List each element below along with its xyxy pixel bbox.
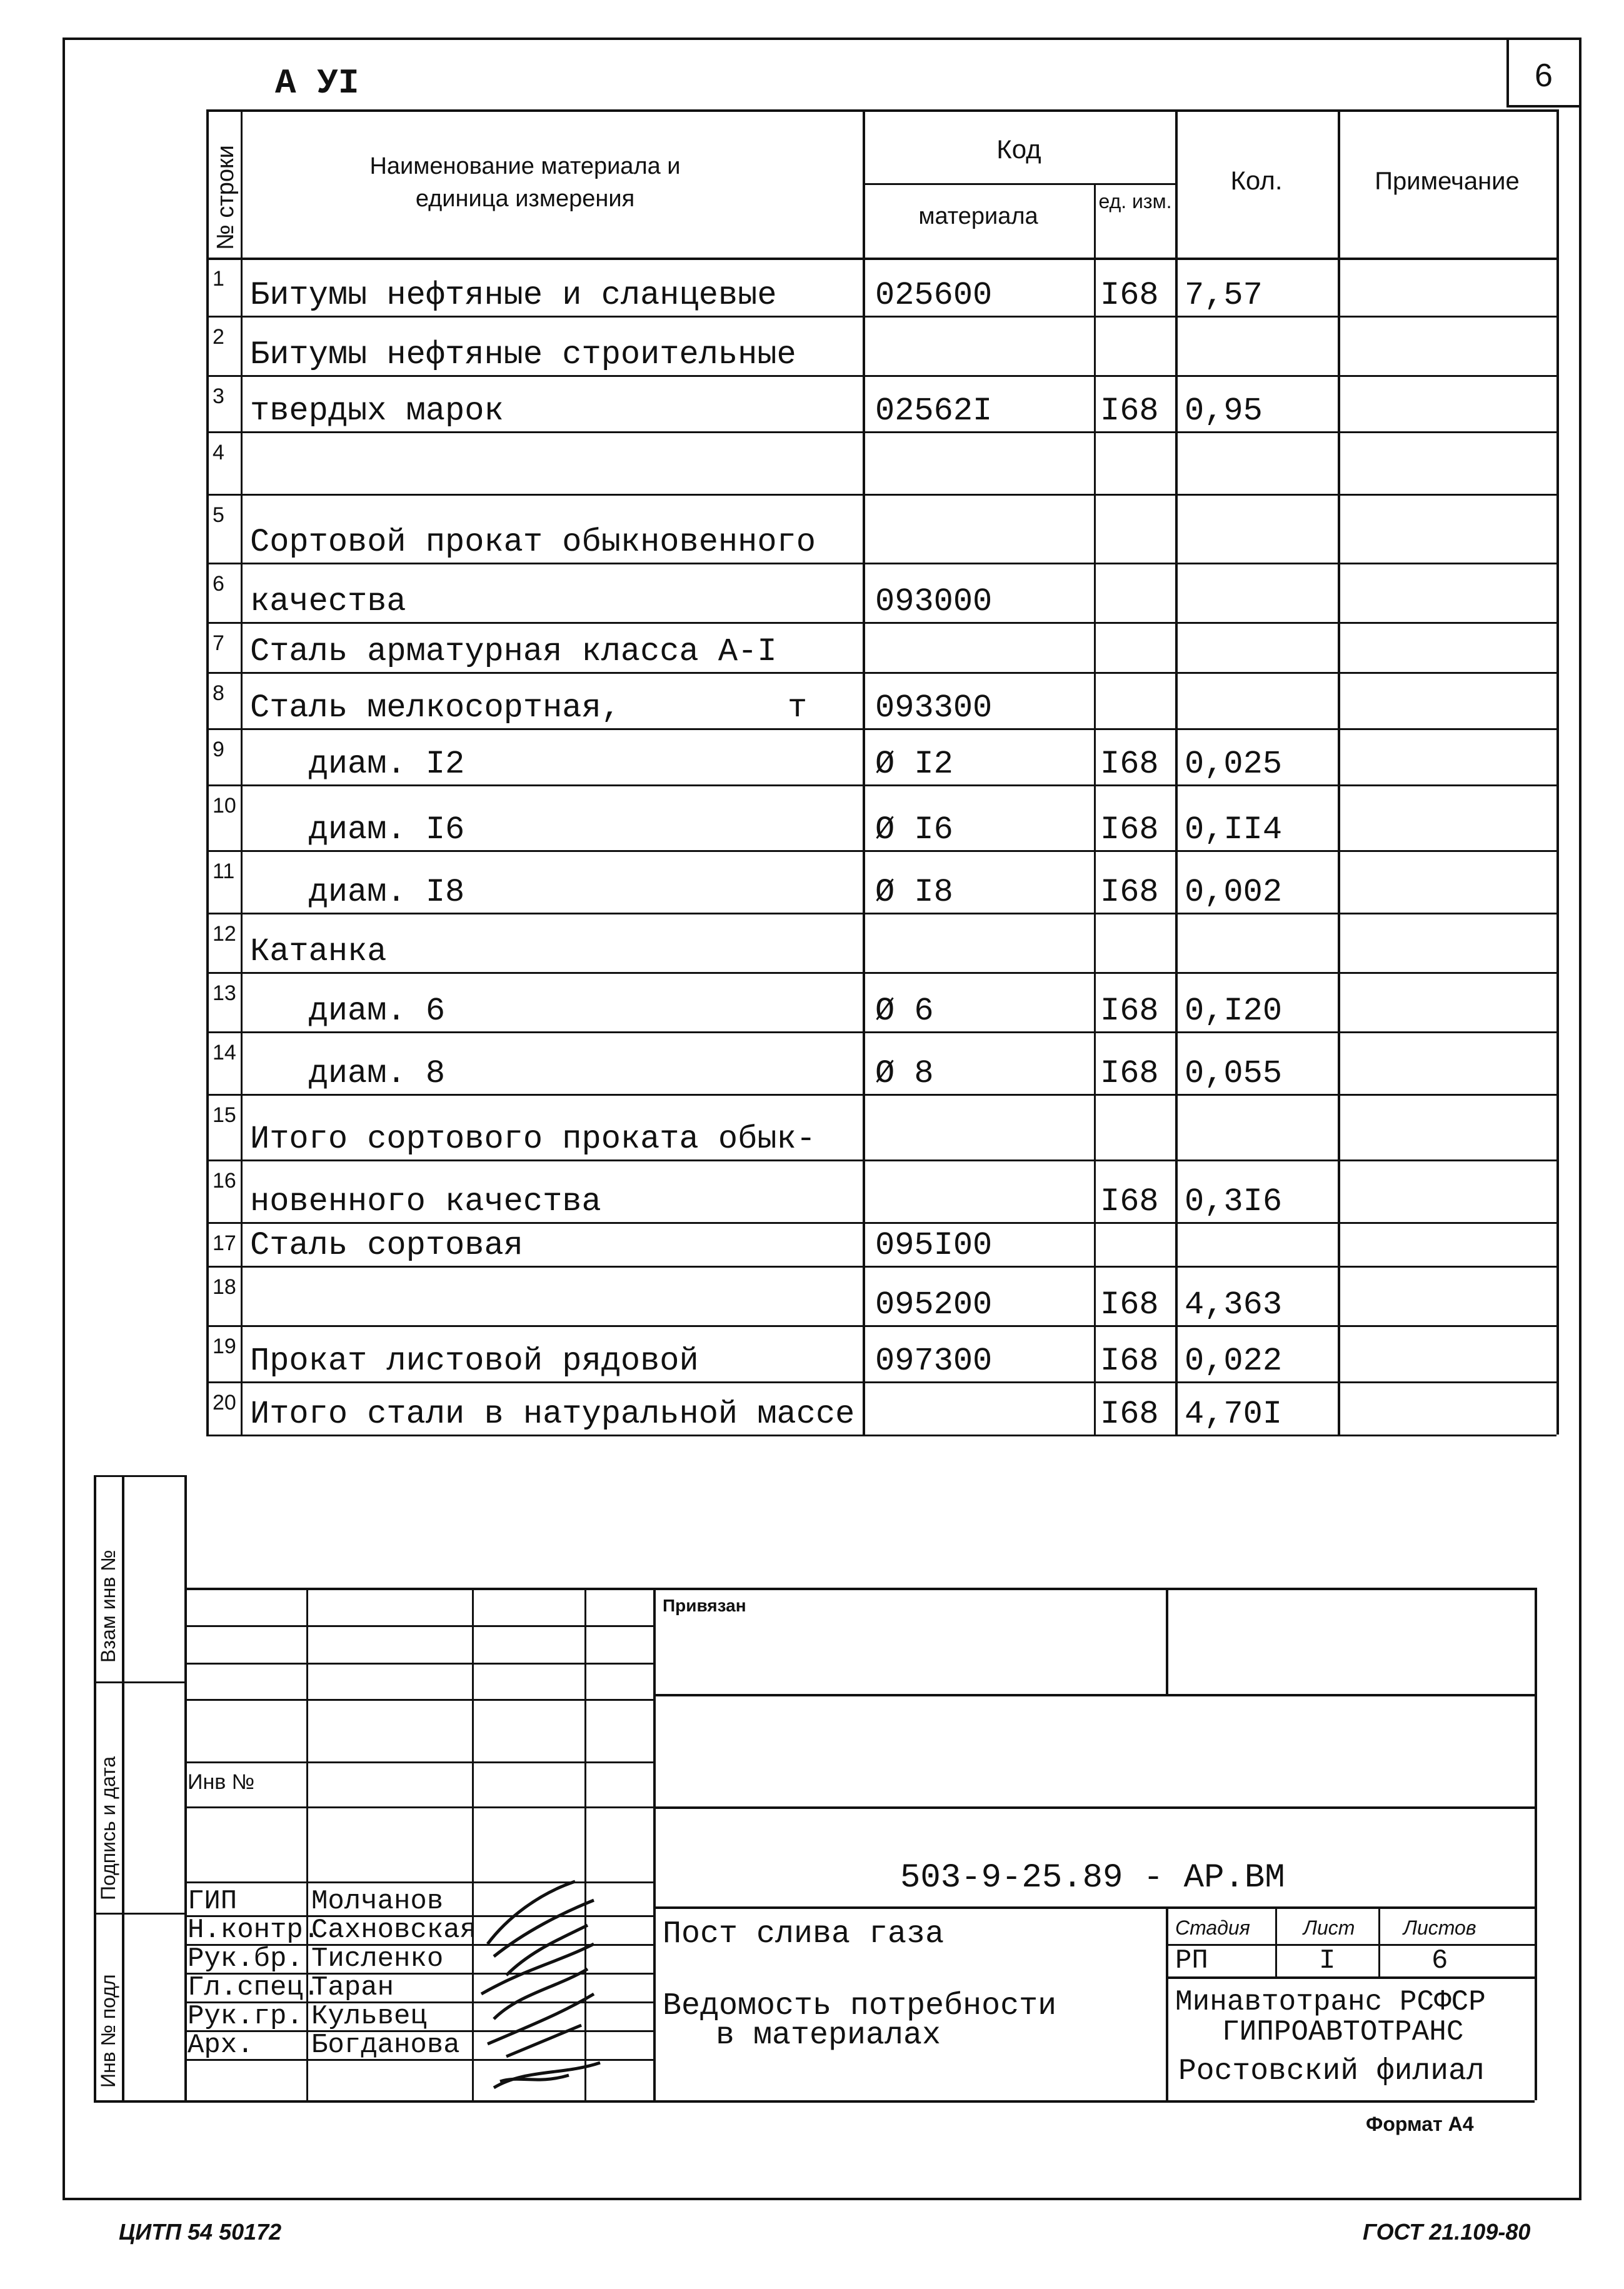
- side-div-2: [94, 1681, 184, 1683]
- row-number: 8: [213, 681, 224, 705]
- table-left-border: [206, 109, 209, 1435]
- row-number: 1: [213, 267, 224, 291]
- row-unit-code: I68: [1100, 874, 1159, 911]
- row-material-name: Сталь сортовая: [250, 1227, 523, 1264]
- sheet-value: I: [1319, 1945, 1336, 1976]
- sheet-label: Лист: [1303, 1916, 1355, 1939]
- table-top-border: [206, 109, 1556, 112]
- row-quantity: 0,II4: [1185, 811, 1283, 848]
- staff-role: Рук.бр.: [188, 1943, 303, 1975]
- row-separator: [206, 316, 1556, 318]
- staff-role: Арх.: [188, 2030, 254, 2061]
- row-material-name: Сортовой прокат обыкновенного: [250, 524, 816, 561]
- row-material-code: 097300: [875, 1343, 993, 1380]
- row-unit-code: I68: [1100, 1183, 1159, 1220]
- tb-bottom: [94, 2100, 1535, 2103]
- staff-role: Н.контр.: [188, 1915, 320, 1946]
- header-name: Наименование материала и единица измерения: [369, 153, 681, 212]
- mat-col-line: [863, 109, 865, 1435]
- row-number: 2: [213, 325, 224, 349]
- row-unit-code: I68: [1100, 811, 1159, 848]
- header-row-no: № строки: [213, 145, 239, 250]
- page-number-underline: [1506, 105, 1581, 108]
- tb-col-4: [653, 1588, 656, 2100]
- row-material-code: Ø 6: [875, 993, 934, 1029]
- row-number: 16: [213, 1169, 236, 1193]
- row-separator: [206, 1266, 1556, 1268]
- row-material-name: твердых марок: [250, 393, 504, 429]
- header-bottom-border: [206, 258, 1556, 260]
- row-quantity: 0,95: [1185, 393, 1263, 429]
- row-material-name: Прокат листовой рядовой: [250, 1343, 699, 1380]
- header-code-material: материала: [918, 203, 1038, 229]
- row-separator: [206, 850, 1556, 852]
- staff-role: Рук.гр.: [188, 2001, 303, 2032]
- qty-col-line: [1175, 109, 1178, 1435]
- row-number: 14: [213, 1041, 236, 1064]
- privyazan-label: Привязан: [663, 1596, 746, 1615]
- row-unit-code: I68: [1100, 746, 1159, 783]
- stage-label: Стадия: [1175, 1916, 1250, 1939]
- doc-code: 503-9-25.89 - АР.ВМ: [900, 1859, 1285, 1897]
- row-material-name: Итого сортового проката обык-: [250, 1121, 816, 1158]
- row-unit-code: I68: [1100, 1396, 1159, 1433]
- table-right-border: [1556, 109, 1559, 1435]
- row-quantity: 0,002: [1185, 874, 1283, 911]
- org-line-1: Минавтотранс РСФСР: [1175, 1986, 1486, 2018]
- row-material-name: диам. I2: [250, 746, 465, 783]
- row-separator: [206, 672, 1556, 674]
- row-number: 9: [213, 738, 224, 761]
- header-code-unit: ед. изм.: [1098, 190, 1172, 213]
- header-qty: Кол.: [1230, 166, 1283, 195]
- row-material-code: 025600: [875, 277, 993, 314]
- object-name: Пост слива газа: [663, 1916, 945, 1952]
- row-material-name: новенного качества: [250, 1183, 601, 1220]
- row-material-name: Сталь мелкосортная,: [250, 689, 621, 726]
- row-material-code: Ø I6: [875, 811, 953, 848]
- row-number: 3: [213, 384, 224, 408]
- row-material-name: Катанка: [250, 933, 387, 970]
- tb-row-e: [184, 1761, 653, 1763]
- row-number: 4: [213, 441, 224, 464]
- row-material-code: Ø I2: [875, 746, 953, 783]
- row-material-name: Итого стали в натуральной массе: [250, 1396, 855, 1433]
- row-material-name: диам. I6: [250, 811, 465, 848]
- side-div-3: [94, 1913, 184, 1915]
- row-separator: [206, 1435, 1556, 1436]
- row-separator: [206, 563, 1556, 564]
- inv-no-label: Инв №: [188, 1770, 255, 1794]
- staff-name: Сахновская: [311, 1915, 477, 1946]
- row-unit-code: I68: [1100, 1343, 1159, 1380]
- row-quantity: 0,3I6: [1185, 1183, 1283, 1220]
- row-quantity: 7,57: [1185, 277, 1263, 314]
- row-number: 11: [213, 859, 235, 883]
- row-unit-code: I68: [1100, 1055, 1159, 1092]
- row-separator: [206, 622, 1556, 624]
- row-unit-note: т: [788, 689, 808, 726]
- sheets-label: Листов: [1403, 1916, 1476, 1939]
- row-number: 6: [213, 572, 224, 596]
- footer-left: ЦИТП 54 50172: [119, 2219, 282, 2245]
- staff-name: Богданова: [311, 2030, 460, 2061]
- row-material-code: Ø I8: [875, 874, 953, 911]
- row-number: 20: [213, 1391, 236, 1415]
- staff-role: Гл.спец.: [188, 1972, 320, 2003]
- tb-row-c: [653, 1694, 1535, 1696]
- row-number: 15: [213, 1103, 236, 1127]
- signatures: [469, 1869, 613, 2100]
- side-strip-outer: [94, 1475, 96, 2100]
- row-material-name: качества: [250, 583, 406, 620]
- stage-value: РП: [1175, 1945, 1208, 1976]
- row-unit-code: I68: [1100, 277, 1159, 314]
- org-line-2: ГИПРОАВТОТРАНС: [1222, 2016, 1464, 2048]
- label-vzam-inv: Взам инв №: [97, 1550, 119, 1663]
- row-number: 10: [213, 794, 236, 818]
- label-inv-podl: Инв № подл: [97, 1974, 119, 2088]
- tb-right-border: [1535, 1588, 1537, 2100]
- row-separator: [206, 972, 1556, 974]
- row-unit-code: I68: [1100, 993, 1159, 1029]
- row-separator: [206, 784, 1556, 786]
- row-material-name: Битумы нефтяные строительные: [250, 336, 796, 373]
- staff-name: Молчанов: [311, 1886, 444, 1917]
- footer-right: ГОСТ 21.109-80: [1363, 2219, 1531, 2245]
- row-material-name: Сталь арматурная класса А-I: [250, 633, 777, 670]
- row-material-name: диам. 8: [250, 1055, 446, 1092]
- staff-name: Тисленко: [311, 1943, 444, 1975]
- row-unit-code: I68: [1100, 1286, 1159, 1323]
- tb-row-g: [184, 1806, 653, 1808]
- rownum-col-line: [241, 109, 243, 1435]
- row-quantity: 4,70I: [1185, 1396, 1283, 1433]
- row-quantity: 0,I20: [1185, 993, 1283, 1029]
- row-material-name: Битумы нефтяные и сланцевые: [250, 277, 777, 314]
- tb-top: [184, 1588, 1535, 1590]
- row-separator: [206, 1160, 1556, 1161]
- row-material-name: диам. 6: [250, 993, 446, 1029]
- sheet-code: А УI: [275, 63, 359, 103]
- row-material-code: 02562I: [875, 393, 993, 429]
- row-separator: [206, 494, 1556, 496]
- code-sub-line: [863, 183, 1175, 185]
- row-quantity: 4,363: [1185, 1286, 1283, 1323]
- staff-name: Таран: [311, 1972, 394, 2003]
- row-separator: [206, 1325, 1556, 1327]
- header-code: Код: [996, 134, 1041, 164]
- tb-col-1: [306, 1588, 308, 2100]
- row-number: 17: [213, 1231, 236, 1255]
- label-podpis-data: Подпись и дата: [97, 1756, 119, 1900]
- row-material-code: 093300: [875, 689, 993, 726]
- side-div-1: [94, 1475, 184, 1477]
- row-material-code: 095I00: [875, 1227, 993, 1264]
- row-separator: [206, 431, 1556, 433]
- row-material-code: 093000: [875, 583, 993, 620]
- stage-col-2: [1275, 1906, 1277, 1976]
- row-number: 5: [213, 503, 224, 527]
- row-separator: [206, 913, 1556, 914]
- page-number-divider: [1506, 38, 1509, 106]
- format-label: Формат А4: [1366, 2113, 1474, 2135]
- tb-col-5: [1166, 1588, 1168, 1694]
- stage-col-3: [1378, 1906, 1380, 1976]
- sheets-value: 6: [1431, 1945, 1448, 1976]
- tb-row-h: [653, 1906, 1535, 1909]
- row-separator: [206, 1381, 1556, 1383]
- row-number: 13: [213, 981, 236, 1005]
- unit-col-line: [1094, 183, 1096, 1435]
- row-separator: [206, 375, 1556, 377]
- doc-title-2: в материалах: [716, 2018, 941, 2053]
- row-material-code: Ø 8: [875, 1055, 934, 1092]
- row-number: 7: [213, 631, 224, 655]
- row-number: 19: [213, 1335, 236, 1358]
- row-number: 12: [213, 922, 236, 946]
- row-quantity: 0,022: [1185, 1343, 1283, 1380]
- header-note: Примечание: [1375, 168, 1520, 195]
- note-col-line: [1338, 109, 1340, 1435]
- tb-row-a: [184, 1625, 653, 1627]
- side-strip-line: [122, 1475, 124, 2100]
- stage-col-left: [1166, 1906, 1168, 2100]
- row-quantity: 0,055: [1185, 1055, 1283, 1092]
- row-quantity: 0,025: [1185, 746, 1283, 783]
- org-line-3: Ростовский филиал: [1178, 2055, 1485, 2088]
- row-separator: [206, 1222, 1556, 1224]
- stage-bottom-line: [1166, 1976, 1535, 1979]
- staff-role: ГИП: [188, 1886, 238, 1917]
- doc-title-1: Ведомость потребности: [663, 1988, 1057, 2024]
- page-number: 6: [1535, 58, 1553, 94]
- row-separator: [206, 1094, 1556, 1096]
- row-unit-code: I68: [1100, 393, 1159, 429]
- stage-mid-line: [1166, 1944, 1535, 1946]
- tb-row-d: [184, 1699, 653, 1701]
- row-separator: [206, 1031, 1556, 1033]
- row-separator: [206, 728, 1556, 730]
- staff-name: Кульвец: [311, 2001, 427, 2032]
- tb-row-b: [184, 1663, 653, 1665]
- tb-row-f: [653, 1806, 1535, 1809]
- row-material-name: диам. I8: [250, 874, 465, 911]
- row-number: 18: [213, 1275, 236, 1299]
- tb-left-border: [184, 1475, 187, 2100]
- row-material-code: 095200: [875, 1286, 993, 1323]
